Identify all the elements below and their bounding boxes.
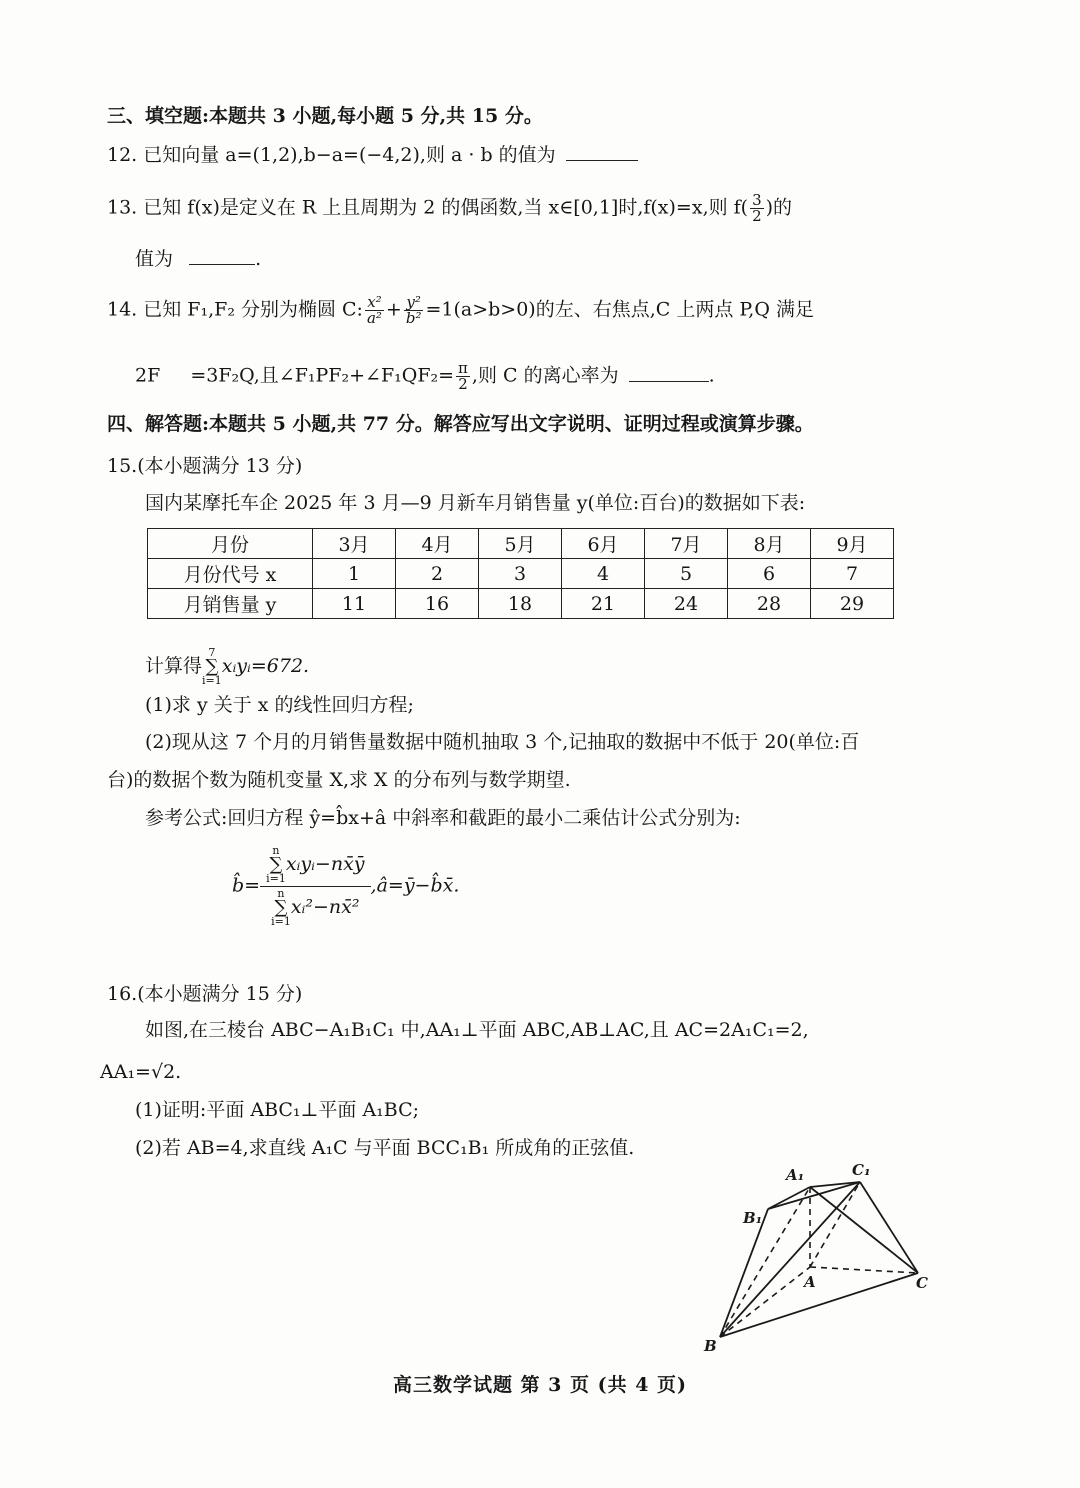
table-row: [148, 529, 894, 559]
q13-answer-blank[interactable]: [189, 246, 255, 265]
table-cell: 7月: [645, 529, 728, 559]
label-c1: C₁: [852, 1161, 871, 1179]
table-cell: 28: [728, 589, 811, 619]
q14-fraction-pi: $\frac{\pi}{2}$: [458, 359, 468, 393]
q16-header: 16.(本小题满分 15 分): [107, 983, 303, 1005]
label-b: B: [704, 1337, 717, 1355]
q15-part2-line2: 台)的数据个数为随机变量 X,求 X 的分布列与数学期望.: [107, 769, 571, 791]
edge-b1b: [720, 1209, 768, 1337]
section4-title: 四、解答题:本题共 5 小题,共 77 分。解答应写出文字说明、证明过程或演算步骤。: [107, 413, 814, 435]
q16-part2: (2)若 AB=4,求直线 A₁C 与平面 BCC₁B₁ 所成角的正弦值.: [135, 1137, 635, 1159]
q13-fraction: $\frac{3}{2}$: [752, 191, 762, 225]
label-a1: A₁: [786, 1166, 805, 1184]
sum-sign: 7 ∑ i=1: [202, 646, 222, 687]
section3-title: 三、填空题:本题共 3 小题,每小题 5 分,共 15 分。: [107, 105, 543, 127]
edge-ac: [810, 1267, 918, 1273]
q16-part1: (1)证明:平面 ABC₁⊥平面 A₁BC;: [135, 1099, 420, 1121]
table-cell: 6月: [562, 529, 645, 559]
q13-line2: 值为 .: [135, 248, 262, 270]
edge-c1c: [860, 1182, 918, 1273]
sales-table: [147, 528, 894, 619]
q15-reference: 参考公式:回归方程 ŷ=b̂x+â 中斜率和截距的最小二乘估计公式分别为:: [145, 807, 741, 829]
q13-text: 13. 已知 f(x)是定义在 R 上且周期为 2 的偶函数,当 x∈[0,1]时,f(x)=x,则 f(: [107, 196, 749, 219]
q16-line2: AA₁=√2.: [100, 1061, 182, 1083]
q15-part1: (1)求 y 关于 x 的线性回归方程;: [145, 694, 414, 716]
table-cell: 1: [313, 559, 396, 589]
table-cell: 5月: [479, 529, 562, 559]
table-row: [148, 559, 894, 589]
q14-answer-blank[interactable]: [629, 363, 709, 382]
q14-line2: 2F =3F₂Q,且∠F₁PF₂+∠F₁QF₂= $\frac{\pi}{2}$ ,则 C 的离心率为 .: [135, 359, 715, 393]
q15-calc: 计算得7 ∑ i=1xᵢyᵢ=672.: [145, 646, 310, 687]
table-cell: 4月: [396, 529, 479, 559]
frustum-figure: [690, 1155, 950, 1355]
q12: [107, 142, 638, 168]
label-b1: B₁: [743, 1209, 763, 1227]
q15-intro: 国内某摩托车企 2025 年 3 月—9 月新车月销售量 y(单位:百台)的数据如下表:: [145, 492, 806, 514]
table-cell: 8月: [728, 529, 811, 559]
table-cell: 21: [562, 589, 645, 619]
regression-formula: b̂= n ∑ i=1xᵢyᵢ−nx̄ȳ n ∑ i=1xᵢ²−nx̄² ,â=ȳ−b̂x̄.: [232, 844, 460, 928]
table-cell: 月份代号 x: [148, 559, 313, 589]
q15-part2-line1: (2)现从这 7 个月的月销售量数据中随机抽取 3 个,记抽取的数据中不低于 20(单位:百: [145, 731, 860, 753]
q13-tail: )的: [765, 196, 793, 219]
table-cell: 4: [562, 559, 645, 589]
table-cell: 月份: [148, 529, 313, 559]
slope-fraction: n ∑ i=1xᵢyᵢ−nx̄ȳ n ∑ i=1xᵢ²−nx̄²: [260, 846, 370, 927]
table-cell: 24: [645, 589, 728, 619]
table-cell: 2: [396, 559, 479, 589]
table-cell: 9月: [811, 529, 894, 559]
table-cell: 7: [811, 559, 894, 589]
label-a: A: [804, 1273, 816, 1291]
q16-line1: 如图,在三棱台 ABC−A₁B₁C₁ 中,AA₁⊥平面 ABC,AB⊥AC,且 AC=2A₁C₁=2,: [145, 1019, 809, 1041]
q14: 14. 已知 F₁,F₂ 分别为椭圆 C: $\frac{\text{x²}}{\text{a²}}$ + $\frac{\text{y²}}{\text{b²}}$ =1(a>b>0)的左、右焦点,C 上两点 P,Q 满足: [107, 293, 814, 327]
page-footer: 高三数学试题 第 3 页 (共 4 页): [392, 1374, 688, 1396]
q14-fraction-x: $\frac{\text{x²}}{\text{a²}}$: [366, 293, 382, 327]
edge-ba1: [720, 1187, 810, 1337]
q12-answer-blank[interactable]: [566, 142, 638, 161]
table-cell: 11: [313, 589, 396, 619]
table-cell: 18: [479, 589, 562, 619]
edge-a1c: [810, 1187, 918, 1273]
q13: [107, 193, 792, 224]
table-cell: 3: [479, 559, 562, 589]
table-cell: 5: [645, 559, 728, 589]
q14-fraction-y: $\frac{\text{y²}}{\text{b²}}$: [405, 293, 422, 327]
table-cell: 月销售量 y: [148, 589, 313, 619]
table-cell: 29: [811, 589, 894, 619]
table-row: [148, 589, 894, 619]
q12-text: 12. 已知向量 a=(1,2),b−a=(−4,2),则 a · b 的值为: [107, 144, 556, 166]
q15-header: 15.(本小题满分 13 分): [107, 455, 303, 477]
table-cell: 16: [396, 589, 479, 619]
table-cell: 3月: [313, 529, 396, 559]
table-cell: 6: [728, 559, 811, 589]
label-c: C: [916, 1274, 928, 1292]
q13-line2-text: 值为: [135, 248, 174, 270]
